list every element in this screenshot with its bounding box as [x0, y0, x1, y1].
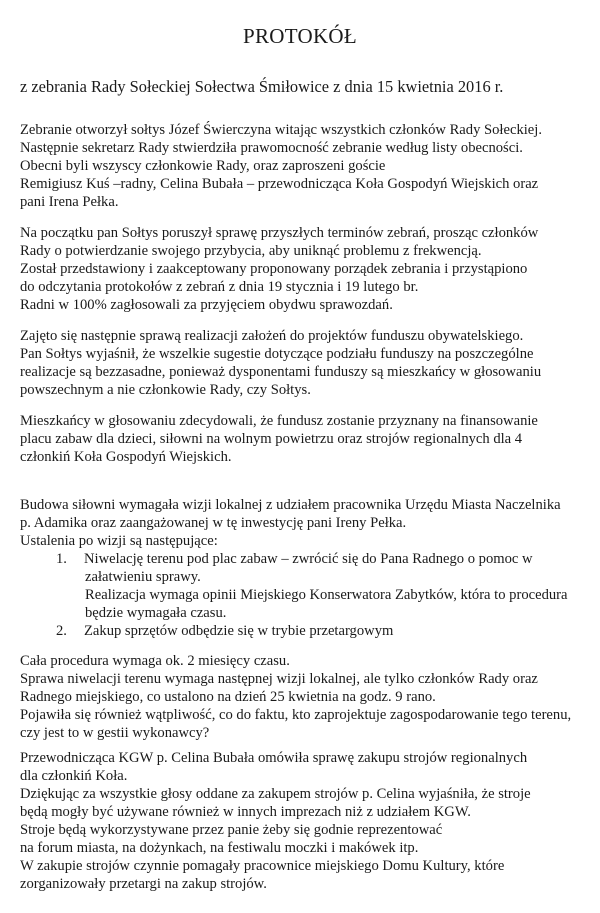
- text-line: Radni w 100% zagłosowali za przyjęciem obydwu sprawozdań.: [20, 297, 393, 313]
- text-line: Na początku pan Sołtys poruszył sprawę przyszłych terminów zebrań, prosząc członków: [20, 225, 539, 241]
- text-line: Przewodnicząca KGW p. Celina Bubała omówiła sprawę zakupu strojów regionalnych: [20, 750, 528, 766]
- list-item-number: 1.: [56, 551, 67, 567]
- paragraph-opening: [20, 121, 595, 211]
- text-line: Następnie sekretarz Rady stwierdziła prawomocność zebranie według listy obecności.: [20, 140, 523, 156]
- list-item-text: Niwelację terenu pod plac zabaw – zwrócić się do Pana Radnego o pomoc w: [84, 551, 533, 567]
- text-line: Budowa siłowni wymagała wizji lokalnej z udziałem pracownika Urzędu Miasta Naczelnika: [20, 497, 561, 513]
- text-line: do odczytania protokołów z zebrań z dnia 19 stycznia i 19 lutego br.: [20, 279, 419, 295]
- text-line: W zakupie strojów czynnie pomagały pracownice miejskiego Domu Kultury, które: [20, 858, 505, 874]
- text-line: realizacje są bezzasadne, ponieważ dysponentami funduszy są mieszkańcy w głosowaniu: [20, 364, 542, 380]
- text-line: Został przedstawiony i zaakceptowany proponowany porządek zebrania i przystąpiono: [20, 261, 528, 277]
- paragraph-procedure: [20, 652, 595, 742]
- text-line: na forum miasta, na dożynkach, na festiwalu moczki i makówek itp.: [20, 840, 419, 856]
- text-line: czy jest to w gestii wykonawcy?: [20, 725, 210, 741]
- list-item-continuation: Realizacja wymaga opinii Miejskiego Konserwatora Zabytków, która to procedura: [85, 587, 568, 603]
- paragraph-vote: [20, 412, 595, 466]
- document-title: PROTOKÓŁ: [242, 24, 358, 48]
- list-item-continuation: będzie wymagała czasu.: [85, 605, 227, 621]
- text-line: Zajęto się następnie sprawą realizacji założeń do projektów funduszu obywatelskiego.: [20, 328, 524, 344]
- paragraph-costumes: [20, 749, 595, 893]
- text-line: p. Adamika oraz zaangażowanej w tę inwestycję pani Ireny Pełka.: [20, 515, 407, 531]
- text-line: Mieszkańcy w głosowaniu zdecydowali, że fundusz zostanie przyznany na finansowanie: [20, 413, 538, 429]
- paragraph-gym: [20, 496, 595, 550]
- text-line: zorganizowały przetargi na zakup strojów.: [20, 876, 267, 892]
- text-line: Sprawa niwelacji terenu wymaga następnej wizji lokalnej, ale tylko członków Rady oraz: [20, 671, 538, 687]
- text-line: członkiń Koła Gospodyń Wiejskich.: [20, 449, 232, 465]
- text-line: Remigiusz Kuś –radny, Celina Bubała – przewodnicząca Koła Gospodyń Wiejskich oraz: [20, 176, 539, 192]
- list-item: [20, 550, 595, 568]
- list-item: [20, 622, 595, 640]
- text-line: powszechnym a nie członkowie Rady, czy Sołtys.: [20, 382, 311, 398]
- findings-list: [20, 550, 595, 640]
- list-item-number: 2.: [56, 623, 67, 639]
- text-line: placu zabaw dla dzieci, siłowni na wolnym powietrzu oraz strojów regionalnych dla 4: [20, 431, 523, 447]
- paragraph-fund: [20, 327, 595, 399]
- text-line: Radnego miejskiego, co ustalono na dzień 25 kwietnia na godz. 9 rano.: [20, 689, 436, 705]
- text-line: Zebranie otworzył sołtys Józef Świerczyna witając wszystkich członków Rady Sołeckiej.: [20, 122, 542, 138]
- text-line: pani Irena Pełka.: [20, 194, 119, 210]
- text-line: Pan Sołtys wyjaśnił, że wszelkie sugestie dotyczące podziału funduszy na poszczególne: [20, 346, 534, 362]
- list-item-continuation: załatwieniu sprawy.: [85, 569, 201, 585]
- text-line: Cała procedura wymaga ok. 2 miesięcy czasu.: [20, 653, 290, 669]
- text-line: Dziękując za wszystkie głosy oddane za zakupem strojów p. Celina wyjaśniła, że stroje: [20, 786, 531, 802]
- text-line: Rady o potwierdzanie swojego przybycia, aby uniknąć problemu z frekwencją.: [20, 243, 482, 259]
- text-line: Pojawiła się również wątpliwość, co do faktu, kto zaprojektuje zagospodarowanie tego terenu,: [20, 707, 572, 723]
- list-item-text: Zakup sprzętów odbędzie się w trybie przetargowym: [84, 623, 394, 639]
- document-subtitle: z zebrania Rady Sołeckiej Sołectwa Śmiłowice z dnia 15 kwietnia 2016 r.: [20, 77, 504, 96]
- text-line: Stroje będą wykorzystywane przez panie żeby się godnie reprezentować: [20, 822, 443, 838]
- paragraph-schedule: [20, 224, 595, 314]
- text-line: będą mogły być używane również w innych imprezach niż z udziałem KGW.: [20, 804, 471, 820]
- text-line: dla członkiń Koła.: [20, 768, 128, 784]
- text-line: Obecni byli wszyscy członkowie Rady, oraz zaproszeni goście: [20, 158, 386, 174]
- text-line: Ustalenia po wizji są następujące:: [20, 533, 218, 549]
